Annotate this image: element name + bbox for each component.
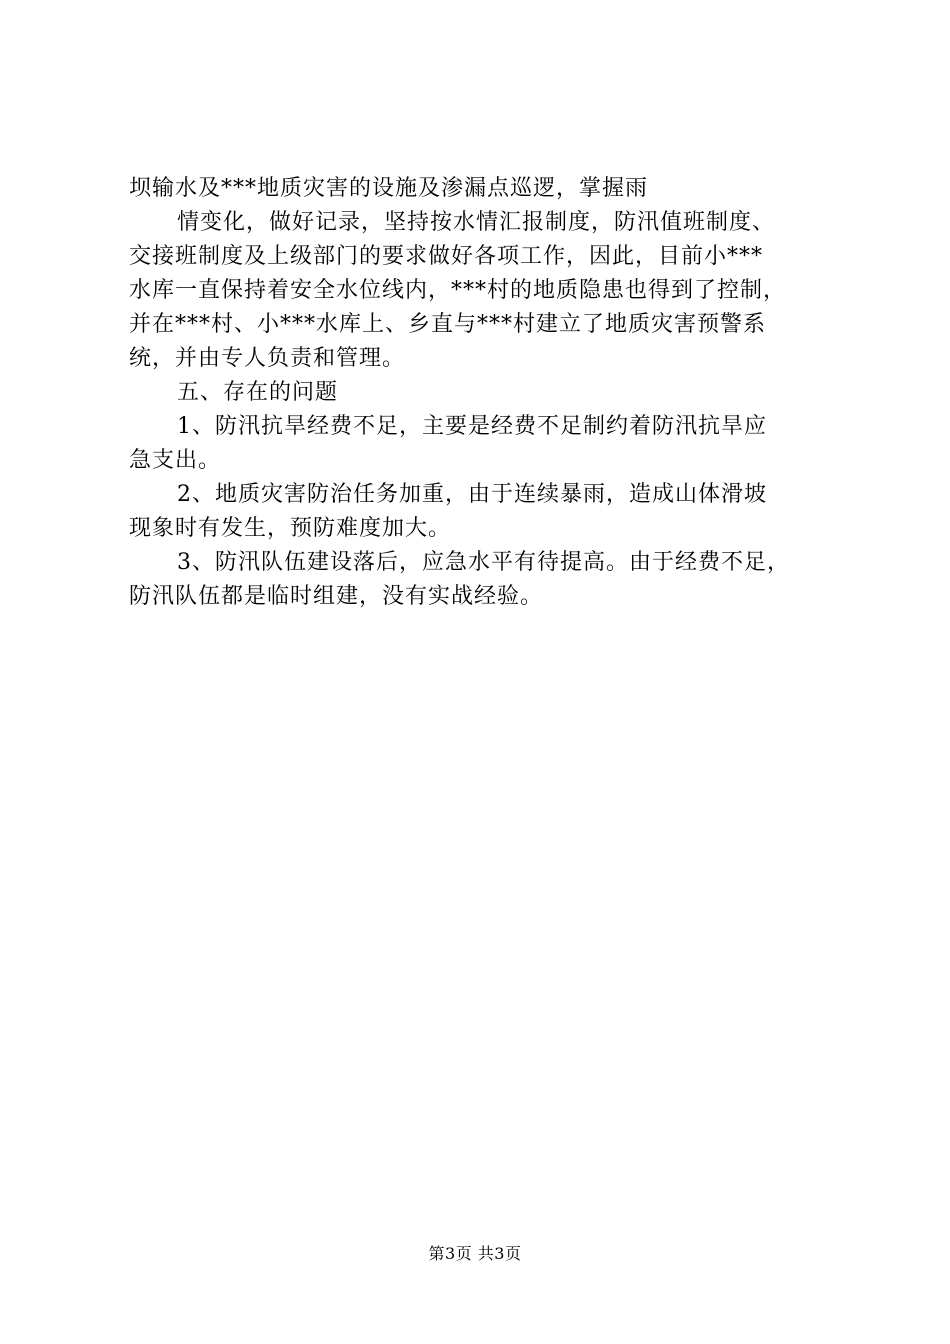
body-line-5: 并在***村、小***水库上、乡直与***村建立了地质灾害预警系 xyxy=(129,312,767,337)
body-line-10: 2、地质灾害防治任务加重，由于连续暴雨，造成山体滑坡 xyxy=(177,482,767,507)
body-line-11: 现象时有发生，预防难度加大。 xyxy=(129,516,452,541)
page-number-label: 第3页 共3页 xyxy=(428,1244,522,1263)
body-line-13: 防汛队伍都是临时组建，没有实战经验。 xyxy=(129,584,544,609)
document-body xyxy=(129,172,829,614)
body-line-2: 情变化，做好记录，坚持按水情汇报制度，防汛值班制度、 xyxy=(177,210,776,235)
body-line-4: 水库一直保持着安全水位线内，***村的地质隐患也得到了控制， xyxy=(129,278,787,303)
page-footer xyxy=(0,1242,950,1266)
section-heading: 五、存在的问题 xyxy=(177,380,339,405)
body-line-12: 3、防汛队伍建设落后，应急水平有待提高。由于经费不足， xyxy=(177,550,790,575)
body-line-1: 坝输水及***地质灾害的设施及渗漏点巡逻，掌握雨 xyxy=(129,176,649,201)
body-line-9: 急支出。 xyxy=(129,448,222,473)
body-line-8: 1、防汛抗旱经费不足，主要是经费不足制约着防汛抗旱应 xyxy=(177,414,767,439)
body-line-3: 交接班制度及上级部门的要求做好各项工作，因此，目前小*** xyxy=(129,244,764,269)
body-line-6: 统，并由专人负责和管理。 xyxy=(129,346,406,371)
